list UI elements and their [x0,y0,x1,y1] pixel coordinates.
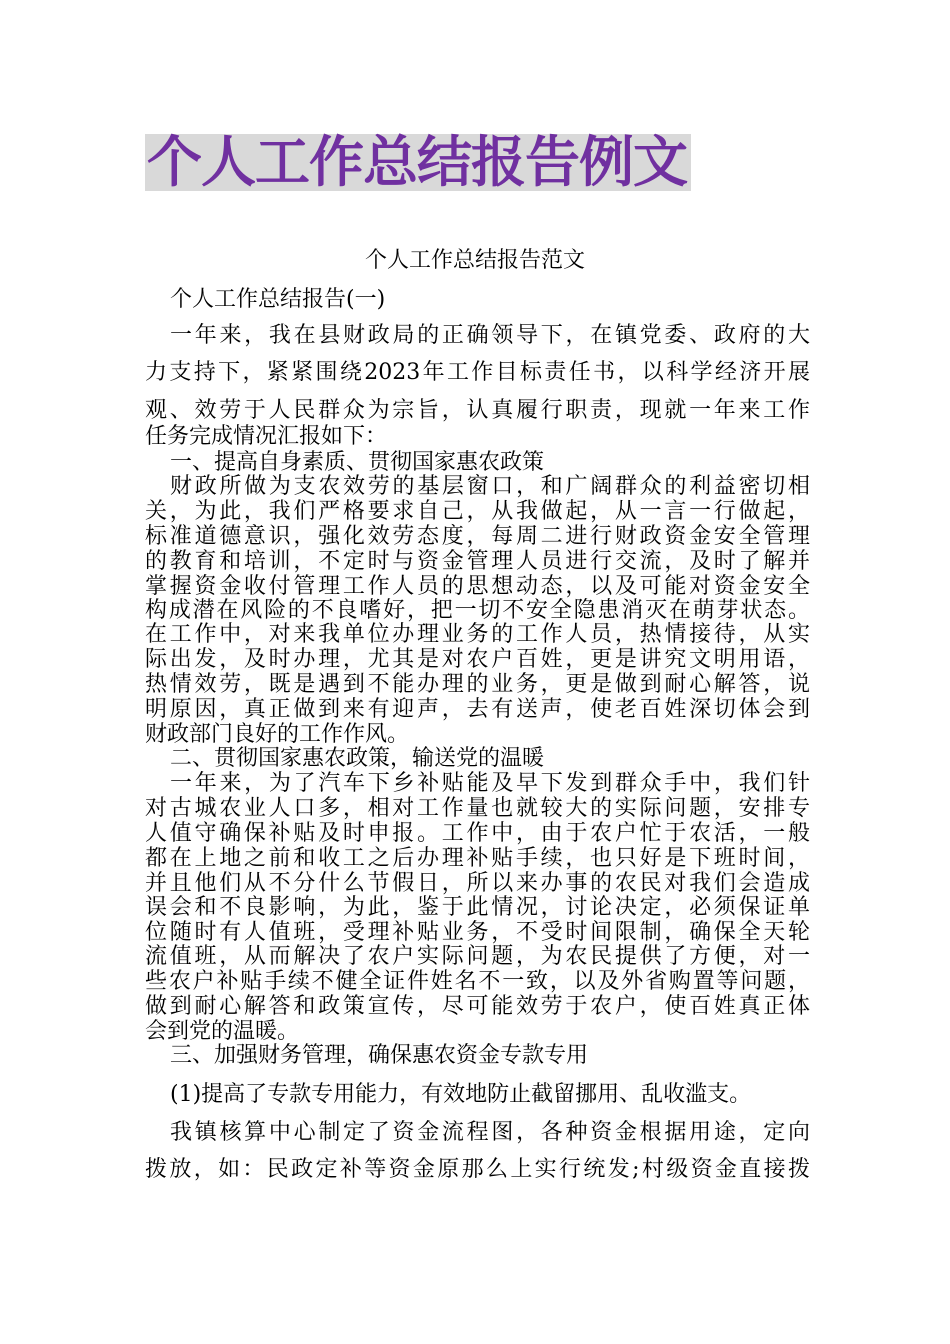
paragraph-line: 际出发，及时办理，尤其是对农户百姓，更是讲究文明用语， [145,647,810,672]
paragraph-line: 拨放，如：民政定补等资金原那么上实行统发;村级资金直接拨 [145,1157,810,1182]
document-title: 个人工作总结报告例文 [145,134,691,191]
paragraph-line: 在工作中，对来我单位办理业务的工作人员，热情接待，从实 [145,622,810,647]
section-heading: 二、贯彻国家惠农政策，输送党的温暖 [170,746,545,771]
paragraph-line: 都在上地之前和收工之后办理补贴手续，也只好是下班时间， [145,846,810,871]
paragraph-line: (1)提高了专款专用能力，有效地防止截留挪用、乱收滥支。 [170,1082,752,1107]
paragraph-line: 力支持下，紧紧围绕2023年工作目标责任书，以科学经济开展 [145,360,810,385]
section-heading: 一、提高自身素质、贯彻国家惠农政策 [170,450,545,475]
paragraph-line: 掌握资金收付管理工作人员的思想动态，以及可能对资金安全 [145,574,810,599]
paragraph-line: 会到党的温暖。 [145,1019,300,1044]
paragraph-line: 些农户补贴手续不健全证件姓名不一致，以及外省购置等问题， [145,969,810,994]
paragraph-line: 一年来，我在县财政局的正确领导下，在镇党委、政府的大 [170,323,810,348]
paragraph-line: 流值班，从而解决了农户实际问题，为农民提供了方便，对一 [145,944,810,969]
paragraph-line: 热情效劳，既是遇到不能办理的业务，更是做到耐心解答，说 [145,672,810,697]
paragraph-line: 标准道德意识，强化效劳态度，每周二进行财政资金安全管理 [145,524,810,549]
paragraph-line: 财政所做为支农效劳的基层窗口，和广阔群众的利益密切相 [170,474,810,499]
paragraph-line: 关，为此，我们严格要求自己，从我做起，从一言一行做起， [145,499,810,524]
paragraph-line: 并且他们从不分什么节假日，所以来办事的农民对我们会造成 [145,871,810,896]
report-heading: 个人工作总结报告(一) [170,287,386,312]
paragraph-line: 明原因，真正做到来有迎声，去有送声，使老百姓深切体会到 [145,697,810,722]
paragraph-line: 我镇核算中心制定了资金流程图，各种资金根据用途，定向 [170,1120,810,1145]
paragraph-line: 任务完成情况汇报如下： [145,424,388,449]
paragraph-line: 构成潜在风险的不良嗜好，把一切不安全隐患消灭在萌芽状态。 [145,598,810,623]
paragraph-line: 的教育和培训，不定时与资金管理人员进行交流，及时了解并 [145,549,810,574]
paragraph-line: 一年来，为了汽车下乡补贴能及早下发到群众手中，我们针 [170,771,810,796]
paragraph-line: 财政部门良好的工作作风。 [145,722,410,747]
section-heading: 三、加强财务管理，确保惠农资金专款专用 [170,1043,589,1068]
paragraph-line: 做到耐心解答和政策宣传，尽可能效劳于农户，使百姓真正体 [145,994,810,1019]
paragraph-line: 人值守确保补贴及时申报。工作中，由于农户忙于农活，一般 [145,821,810,846]
paragraph-line: 观、效劳于人民群众为宗旨，认真履行职责，现就一年来工作 [145,398,810,423]
document-subtitle: 个人工作总结报告范文 [364,248,585,273]
paragraph-line: 对古城农业人口多，相对工作量也就较大的实际问题，安排专 [145,796,810,821]
paragraph-line: 误会和不良影响，为此，鉴于此情况，讨论决定，必须保证单 [145,895,810,920]
paragraph-line: 位随时有人值班，受理补贴业务，不受时间限制，确保全天轮 [145,920,810,945]
